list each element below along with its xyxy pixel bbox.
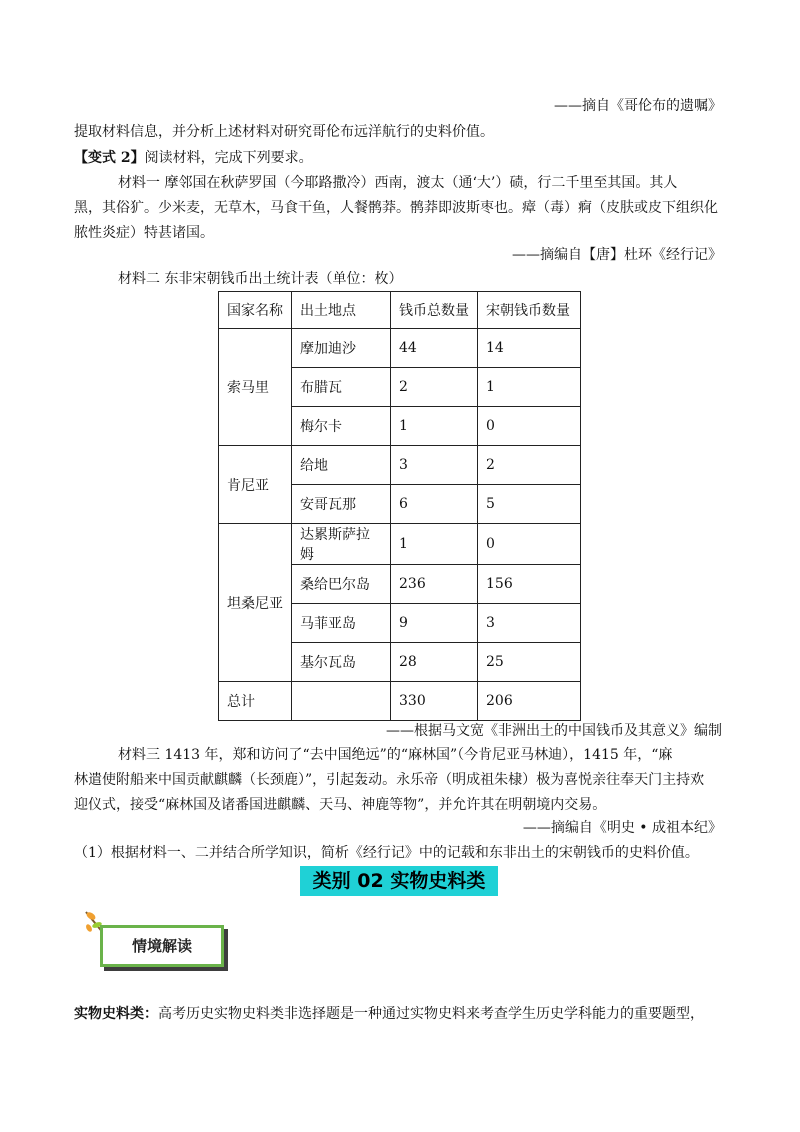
- question-text: 提取材料信息，并分析上述材料对研究哥伦布远洋航行的史料价值。: [74, 124, 494, 140]
- table-header-cell: 出土地点: [292, 292, 391, 329]
- total-place-cell: [292, 682, 391, 721]
- total-cell: 1: [391, 524, 478, 565]
- badge-frame: [100, 925, 224, 967]
- place-cell: 安哥瓦那: [292, 485, 391, 524]
- material2-title: 材料二 东非宋朝钱币出土统计表（单位：枚）: [118, 271, 403, 287]
- song-cell: 0: [478, 407, 581, 446]
- material3-line3: 迎仪式，接受“麻林国及诸番国进麒麟、天马、神鹿等物”，并允许其在明朝境内交易。: [74, 797, 607, 813]
- song-cell: 25: [478, 643, 581, 682]
- intro-text: 高考历史实物史料类非选择题是一种通过实物史料来考查学生历史学科能力的重要题型，: [158, 1006, 704, 1022]
- song-cell: 156: [478, 565, 581, 604]
- material3-line1: 材料三 1413 年，郑和访问了“去中国绝远”的“麻林国”（今肯尼亚马林迪），1415 年，“麻: [118, 747, 673, 763]
- total-label-cell: 总计: [219, 682, 292, 721]
- variant-heading: [74, 148, 313, 168]
- place-cell: 布腊瓦: [292, 368, 391, 407]
- material1-source: ——摘编自【唐】杜环《经行记》: [512, 247, 722, 263]
- country-cell: 索马里: [219, 329, 292, 446]
- table-row: [219, 446, 581, 485]
- variant-text: 阅读材料，完成下列要求。: [144, 150, 313, 166]
- section-heading: 类别 02 实物史料类: [300, 866, 498, 896]
- place-cell: 摩加迪沙: [292, 329, 391, 368]
- song-cell: 2: [478, 446, 581, 485]
- table-row: [219, 524, 581, 565]
- material1-line2: 黑，其俗犷。少米麦，无草木，马食干鱼，人餐鹘莽。鹘莽即波斯枣也。瘴（毒）痾（皮肤或皮下组织化: [74, 200, 718, 216]
- table-total-row: [219, 682, 581, 721]
- total-cell: 44: [391, 329, 478, 368]
- total-cell: 9: [391, 604, 478, 643]
- intro-label: 实物史料类：: [74, 1006, 158, 1022]
- place-cell: 基尔瓦岛: [292, 643, 391, 682]
- coin-statistics-table: [218, 291, 581, 721]
- place-cell: 给地: [292, 446, 391, 485]
- country-cell: 坦桑尼亚: [219, 524, 292, 682]
- song-cell: 5: [478, 485, 581, 524]
- table-header-row: [219, 292, 581, 329]
- question-1: （1）根据材料一、二并结合所学知识，简析《经行记》中的记载和东非出土的宋朝钱币的史料价值。: [74, 845, 699, 861]
- material3-line2: 林遣使附船来中国贡献麒麟（长颈鹿）”，引起轰动。永乐帝（明成祖朱棣）极为喜悦亲往奉天门主持欢: [74, 772, 705, 788]
- intro-paragraph: [74, 1004, 704, 1024]
- total-cell: 236: [391, 565, 478, 604]
- table-row: [219, 329, 581, 368]
- place-cell: 马菲亚岛: [292, 604, 391, 643]
- total-cell: 2: [391, 368, 478, 407]
- place-cell: 桑给巴尔岛: [292, 565, 391, 604]
- song-cell: 0: [478, 524, 581, 565]
- place-cell: 梅尔卡: [292, 407, 391, 446]
- table-header-cell: 钱币总数量: [391, 292, 478, 329]
- material3-source: ——摘编自《明史 • 成祖本纪》: [522, 820, 722, 836]
- total-song-cell: 206: [478, 682, 581, 721]
- material1-line1: 材料一 摩邻国在秋萨罗国（今耶路撒冷）西南，渡太（通‘大’）碛，行二千里至其国。其人: [118, 175, 678, 191]
- variant-label: 【变式 2】: [74, 150, 145, 166]
- source-citation-columbus: ——摘自《哥伦布的遗嘱》: [554, 98, 722, 114]
- song-cell: 3: [478, 604, 581, 643]
- total-cell: 1: [391, 407, 478, 446]
- total-cell: 3: [391, 446, 478, 485]
- material2-source: ——根据马文宽《非洲出土的中国钱币及其意义》编制: [386, 723, 722, 739]
- table-header-cell: 宋朝钱币数量: [478, 292, 581, 329]
- table-header-cell: 国家名称: [219, 292, 292, 329]
- badge-label: 情境解读: [131, 937, 192, 955]
- country-cell: 肯尼亚: [219, 446, 292, 524]
- song-cell: 1: [478, 368, 581, 407]
- total-sum-cell: 330: [391, 682, 478, 721]
- total-cell: 28: [391, 643, 478, 682]
- material1-line3: 脓性炎症）特甚诸国。: [74, 225, 214, 241]
- situation-badge: [100, 925, 222, 965]
- total-cell: 6: [391, 485, 478, 524]
- song-cell: 14: [478, 329, 581, 368]
- place-cell: 达累斯萨拉姆: [292, 524, 391, 565]
